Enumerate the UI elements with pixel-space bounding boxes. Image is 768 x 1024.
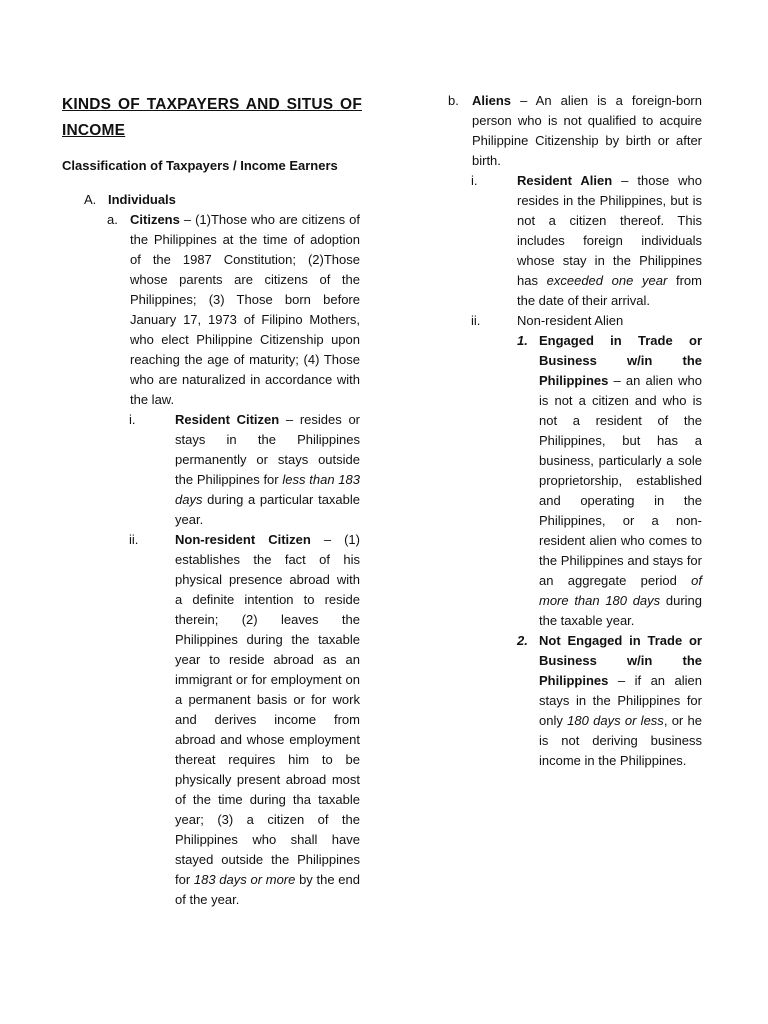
item-a-ii-emphasis: 183 days or more	[193, 872, 296, 887]
item-b-ii-1-text: – an alien who is not a citizen and who is not a resident of the Philippines, but has a business, particularly a sole proprietorship, established and operating in the Philippines, or a non-resident alien who comes to the Philippines and stays for an aggregate period	[539, 373, 702, 588]
section-subtitle: Classification of Taxpayers / Income Earners	[62, 158, 338, 173]
document-title: KINDS OF TAXPAYERS AND SITUS OF INCOME	[62, 96, 362, 139]
item-b-ii-1-marker: 1.	[517, 333, 528, 348]
item-a-marker: a.	[107, 212, 118, 227]
item-b-ii-2-emphasis: 180 days or less	[567, 713, 664, 728]
item-b-i-text-end: from the date of their arrival.	[517, 273, 702, 308]
item-b-i-resident-alien	[471, 171, 702, 311]
item-a-ii-text: – (1) establishes the fact of his physical presence abroad with a definite intention to reside therein; (2) leaves the Philippines during the taxable year to reside abroad as an immigrant or for employment on a permanent basis or for work and derives income from abroad and whose employment thereat requires him to be physically present abroad most of the time during tha taxable year; (3) a citizen of the Philippines who shall have stayed outside the Philippines for	[175, 532, 360, 887]
item-b-label: Aliens	[472, 93, 512, 108]
item-b-i-body	[517, 171, 702, 311]
item-a-ii-body	[175, 530, 360, 910]
item-a-ii-nonresident-citizen	[129, 530, 360, 910]
item-b-ii-1-emphasis: of more than 180 days	[539, 573, 702, 608]
item-A	[84, 190, 176, 210]
item-a-ii-text-end: by the end of the year.	[175, 872, 360, 907]
item-a-citizens	[107, 210, 360, 410]
item-b-marker: b.	[448, 93, 459, 108]
item-b-ii-nonresident-alien	[471, 311, 623, 331]
item-b-ii-2-body	[539, 631, 702, 771]
item-b-ii-1-label: Engaged in Trade or Business w/in the Philippines	[539, 333, 702, 388]
item-a-i-text: – resides or stays in the Philippines permanently or stays outside the Philippines for	[175, 412, 360, 487]
item-a-ii-marker: ii.	[129, 532, 139, 547]
item-b-i-text: – those who resides in the Philippines, but is not a citizen thereof. This includes foreign individuals whose stay in the Philippines has	[517, 173, 702, 288]
item-b-ii-1-engaged	[517, 331, 702, 631]
item-a-i-emphasis: less than 183 days	[175, 472, 360, 507]
item-b-i-label: Resident Alien	[517, 173, 613, 188]
item-b-i-emphasis: exceeded one year	[546, 273, 668, 288]
item-a-i-text-end: during a particular taxable year.	[175, 492, 360, 527]
item-b-ii-2-not-engaged	[517, 631, 702, 771]
item-b-body	[472, 91, 702, 171]
item-A-marker: A.	[84, 192, 97, 207]
item-a-i-body	[175, 410, 360, 530]
item-a-ii-label: Non-resident Citizen	[175, 532, 311, 547]
item-a-i-resident-citizen	[129, 410, 360, 530]
item-b-ii-2-marker: 2.	[517, 633, 528, 648]
item-b-i-marker: i.	[471, 173, 478, 188]
item-b-ii-1-text-end: during the taxable year.	[539, 593, 703, 628]
item-a-text: – (1)Those who are citizens of the Philippines at the time of adoption of the 1987 Constitution; (2)Those whose parents are citizens of the Philippines; (3) Those born before January 17, 1973 of Filipino Mothers, who elect Philippine Citizenship upon reaching the age of maturity; (4) Those who are naturalized in accordance with the law.	[130, 212, 360, 407]
item-b-ii-marker: ii.	[471, 313, 481, 328]
item-A-label: Individuals	[108, 192, 176, 207]
item-a-i-marker: i.	[129, 412, 136, 427]
item-a-body	[130, 210, 360, 410]
item-b-aliens	[448, 91, 702, 171]
item-b-text: – An alien is a foreign-born person who is not qualified to acquire Philippine Citizenship by birth or after birth.	[472, 93, 702, 168]
item-a-label: Citizens	[130, 212, 180, 227]
item-a-i-label: Resident Citizen	[175, 412, 280, 427]
item-b-ii-1-body	[539, 331, 702, 631]
item-b-ii-2-text-end: , or he is not deriving business income in the Philippines.	[539, 713, 703, 768]
item-b-ii-2-label: Not Engaged in Trade or Business w/in the Philippines	[539, 633, 702, 688]
item-b-ii-2-text: – if an alien stays in the Philippines for only	[539, 673, 702, 728]
item-b-ii-label: Non-resident Alien	[517, 313, 624, 328]
